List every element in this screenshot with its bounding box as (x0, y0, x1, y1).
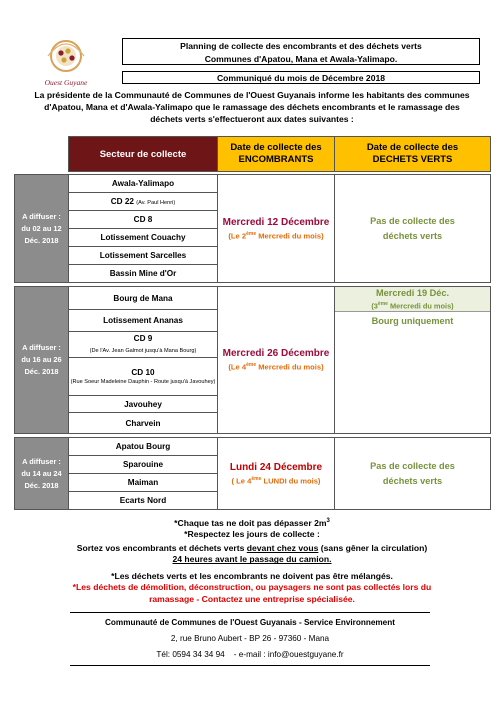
sector-detail: (De l'Av. Jean Galmot jusqu'à Mana Bourg) (89, 347, 197, 354)
encombrants-date-cell (218, 287, 335, 434)
diffuser-cell (15, 175, 69, 283)
sector-name: Lotissement Sarcelles (99, 251, 187, 260)
sector-cell (69, 247, 218, 265)
sector-name: Javouhey (124, 399, 162, 409)
note-demolition-2: ramassage - Contactez une entreprise spécialisée. (149, 593, 355, 604)
note-respect: *Respectez les jours de collecte : (184, 529, 320, 540)
diffuser-line: du 16 au 26 (21, 355, 62, 364)
encombrants-date: Lundi 24 Décembre (229, 461, 323, 473)
sector-cell (69, 175, 218, 193)
footer-contact (70, 612, 430, 666)
footer-address: 2, rue Bruno Aubert - BP 26 - 97360 - Mana (170, 634, 330, 643)
sector-cell (69, 413, 218, 434)
diffuser-line: Déc. 2018 (24, 480, 59, 490)
sector-cell (69, 193, 218, 211)
sector-cell (69, 358, 218, 396)
sector-name: Lotissement Ananas (103, 316, 183, 325)
dv-line: Pas de collecte des (370, 215, 455, 226)
intro-line-2: d'Apatou, Mana et d'Awala-Yalimapo que le ramassage des déchets encombrants et le ramassage des (44, 102, 460, 112)
sector-name: CD 9 (133, 333, 153, 343)
sector-name: Bourg de Mana (113, 293, 173, 303)
sector-cell (69, 474, 218, 492)
intro-line-1: La présidente de la Communauté de Communes de l'Ouest Guyanais informe les habitants des communes (34, 90, 470, 100)
communique-box: Communiqué du mois de Décembre 2018 (122, 71, 480, 84)
diffuser-line: A diffuser : (22, 211, 61, 221)
encombrants-rank: (Le 4ème Mercredi du mois) (228, 362, 324, 372)
dechets-verts-cell (335, 175, 491, 283)
sector-name: Awala-Yalimapo (111, 179, 175, 188)
footer-phone-email: Tél: 0594 34 34 94 - e-mail : info@ouestguyane.fr (156, 650, 344, 659)
sector-name: Apatou Bourg (115, 442, 171, 451)
title-box (122, 38, 480, 65)
header-dechets-verts (335, 137, 491, 172)
sector-cell (69, 229, 218, 247)
sector-detail: (Rue Soeur Madeleine Dauphin - Route jusqu'à Javouhey) (70, 379, 216, 385)
diffuser-line: A diffuser : (22, 343, 61, 352)
notes-block (14, 516, 490, 605)
dv-note: Bourg uniquement (371, 316, 454, 327)
sector-cell (69, 265, 218, 283)
diffuser-line: du 02 au 12 (21, 223, 62, 233)
table-row (15, 287, 491, 310)
intro-line-3: déchets verts s'effectueront aux dates suivantes : (150, 114, 354, 124)
diffuser-line: A diffuser : (22, 456, 61, 466)
encombrants-rank: ( Le 4ème LUNDI du mois) (231, 475, 321, 486)
sector-name: CD 10 (131, 368, 155, 377)
sector-name: Lotissement Couachy (100, 233, 186, 242)
dv-line: déchets verts (382, 475, 443, 486)
note-max-size: *Chaque tas ne doit pas dépasser $2m^3$ (174, 517, 330, 528)
sector-name: Maiman (127, 478, 159, 487)
sector-cell (69, 438, 218, 456)
sector-cell (69, 310, 218, 332)
sector-name: CD 22 (110, 197, 134, 206)
dv-rank: (3ème Mercredi du mois) (371, 301, 454, 311)
encombrants-date-cell (218, 438, 335, 510)
sector-cell (69, 332, 218, 358)
diffuser-line: du 14 au 24 (21, 468, 62, 478)
intro-paragraph (14, 89, 490, 125)
dechets-verts-cell (335, 438, 491, 510)
header-secteur: Secteur de collecte (69, 137, 218, 172)
dechets-verts-cell (335, 287, 491, 434)
header-encombrants (218, 137, 335, 172)
schedule-table (14, 136, 491, 510)
table-header-row (15, 137, 491, 172)
dv-line: Pas de collecte des (370, 460, 455, 471)
sector-cell (69, 492, 218, 510)
dv-highlight (335, 287, 490, 312)
dv-date: Mercredi 19 Déc. (375, 288, 450, 298)
header-blank (15, 137, 69, 172)
encombrants-date: Mercredi 26 Décembre (222, 348, 330, 360)
header-enc-line2: ENCOMBRANTS (238, 154, 314, 165)
sector-cell (69, 456, 218, 474)
header-enc-line1: Date de collecte des (230, 142, 322, 153)
sector-cell (69, 211, 218, 229)
note-24h: 24 heures avant le passage du camion. (172, 554, 332, 565)
header-dv-line2: DECHETS VERTS (372, 154, 453, 165)
diffuser-cell (15, 438, 69, 510)
header-dv-line1: Date de collecte des (366, 142, 459, 153)
table-row (15, 175, 491, 193)
encombrants-date: Mercredi 12 Décembre (222, 216, 330, 228)
note-instructions: Sortez vos encombrants et déchets verts devant chez vous (sans gêner la circulation) (76, 542, 428, 553)
logo-brand-text: Ouest Guyane (44, 78, 88, 87)
note-no-mix: *Les déchets verts et les encombrants ne doivent pas être mélangés. (111, 570, 393, 581)
diffuser-cell (15, 287, 69, 434)
sector-name: Sparouine (122, 460, 164, 469)
sector-name: Bassin Mine d'Or (109, 269, 177, 278)
encombrants-rank: (Le 2ème Mercredi du mois) (228, 230, 324, 241)
sector-cell (69, 396, 218, 413)
sector-name: Ecarts Nord (119, 496, 167, 505)
sector-detail: (Av. Paul Henri) (136, 200, 176, 206)
sector-cell (69, 287, 218, 310)
encombrants-date-cell (218, 175, 335, 283)
title-line-2: Communes d'Apatou, Mana et Awala-Yalimapo. (204, 53, 398, 64)
sector-name: CD 8 (133, 215, 153, 224)
note-demolition-1: *Les déchets de démolition, déconstruction, ou paysagers ne sont pas collectés lors du (72, 582, 432, 593)
table-row (15, 438, 491, 456)
title-line-1: Planning de collecte des encombrants et des déchets verts (180, 41, 422, 51)
footer-org: Communauté de Communes de l'Ouest Guyanais - Service Environnement (105, 618, 395, 627)
sector-name: Charvein (125, 418, 161, 428)
dv-line: déchets verts (382, 230, 443, 241)
diffuser-line: Déc. 2018 (24, 367, 59, 376)
diffuser-line: Déc. 2018 (24, 235, 59, 245)
